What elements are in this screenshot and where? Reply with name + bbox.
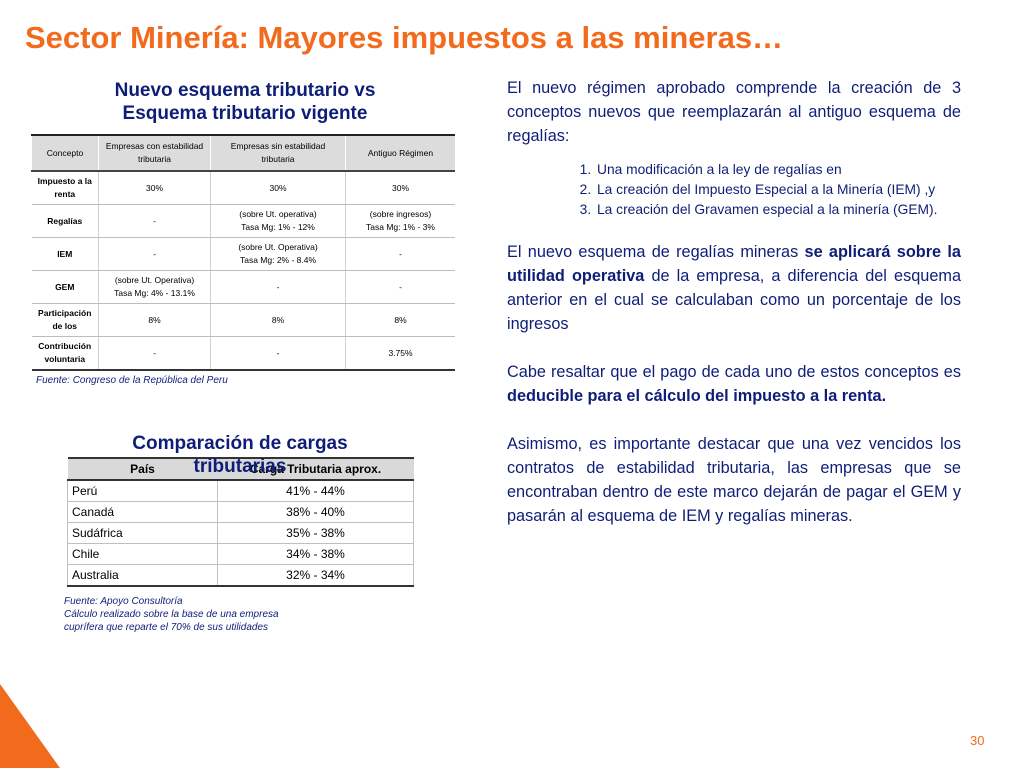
concept-item-3: 3. La creación del Gravamen especial a la minería (GEM). bbox=[595, 200, 961, 220]
table1-cell bbox=[99, 205, 211, 238]
table1-cell bbox=[211, 205, 346, 238]
p2-bold: se aplicará sobre la utilidad operativa bbox=[507, 243, 961, 285]
table2-source-line2: Cálculo realizado sobre la base de una empresa bbox=[64, 609, 279, 620]
body-text bbox=[507, 76, 961, 528]
table2-row bbox=[68, 502, 414, 523]
table2-value: 34% - 38% bbox=[218, 544, 414, 565]
table1-cell-line: 30% bbox=[269, 182, 287, 193]
table1-cell-line: 8% bbox=[148, 314, 161, 325]
table1-cell-line: - bbox=[276, 281, 280, 292]
table1-cell-line: - bbox=[153, 215, 156, 226]
page-number: 30 bbox=[970, 733, 985, 748]
table1-header-sin-estabilidad: Empresas sin estabilidad tributaria bbox=[211, 135, 346, 171]
table2-title-line1: Comparación de cargas bbox=[132, 433, 348, 454]
stability-paragraph: Asimismo, es importante destacar que una vez vencidos los contratos de estabilidad tributaria, las empresas que se encontraban dentro de este marco dejarán de pagar el GEM y pasarán al esquema de IEM y regalías mineras. bbox=[507, 435, 961, 525]
table1-row-label: GEM bbox=[32, 271, 99, 304]
table1-cell-line: - bbox=[399, 281, 402, 292]
table2-value: 41% - 44% bbox=[218, 480, 414, 502]
table1-cell-line: - bbox=[399, 248, 402, 259]
table2-row bbox=[68, 480, 414, 502]
table1-row-label: Regalías bbox=[32, 205, 99, 238]
table1-cell bbox=[346, 238, 456, 271]
concept-item-1: 1. Una modificación a la ley de regalías en bbox=[595, 160, 961, 180]
table1-cell-line: Tasa Mg: 1% - 12% bbox=[241, 222, 315, 232]
table1-header-antiguo-regimen: Antiguo Régimen bbox=[346, 135, 456, 171]
table1-row-label: Contribución voluntaria bbox=[32, 337, 99, 371]
table1-row bbox=[32, 304, 456, 337]
table1-cell bbox=[99, 337, 211, 371]
table1-cell-line: (sobre ingresos) bbox=[369, 209, 432, 219]
table2-country: Canadá bbox=[68, 502, 218, 523]
table1-cell-line: 30% bbox=[391, 182, 409, 193]
table1-title-line2: Esquema tributario vigente bbox=[122, 103, 368, 124]
p3-text-a: Cabe resaltar que el pago de cada uno de estos conceptos es bbox=[507, 363, 961, 381]
table1-header-row bbox=[32, 135, 456, 171]
table2-source-line1: Fuente: Apoyo Consultoría bbox=[64, 596, 183, 607]
table1-cell bbox=[346, 337, 456, 371]
table1-cell bbox=[346, 304, 456, 337]
table1-row-label: Impuesto a la renta bbox=[32, 171, 99, 205]
concepts-list bbox=[507, 160, 961, 220]
table1-cell-line: (sobre Ut. Operativa) bbox=[238, 242, 318, 252]
table2-country: Australia bbox=[68, 565, 218, 587]
table1-cell bbox=[211, 238, 346, 271]
table1-cell bbox=[211, 304, 346, 337]
table2-value: 32% - 34% bbox=[218, 565, 414, 587]
table1-header-concepto: Concepto bbox=[32, 135, 99, 171]
table1-cell-line: (sobre Ut. Operativa) bbox=[114, 275, 195, 285]
table1-header-con-estabilidad: Empresas con estabilidad tributaria bbox=[99, 135, 211, 171]
table1-row bbox=[32, 171, 456, 205]
table1-cell-line: - bbox=[276, 347, 280, 358]
table1-cell-line: (sobre Ut. operativa) bbox=[239, 209, 317, 219]
intro-paragraph: El nuevo régimen aprobado comprende la creación de 3 conceptos nuevos que reemplazarán al antiguo esquema de regalías: bbox=[507, 79, 961, 145]
table1-title bbox=[40, 79, 450, 125]
table1-row bbox=[32, 337, 456, 371]
concept-item-2: 2. La creación del Impuesto Especial a la Minería (IEM) ,y bbox=[595, 180, 961, 200]
table1-cell-line: Tasa Mg: 2% - 8.4% bbox=[239, 255, 317, 265]
table2-header-pais: País bbox=[68, 458, 218, 480]
table2-header-carga: Carga Tributaria aprox. bbox=[218, 458, 414, 480]
table2-row bbox=[68, 523, 414, 544]
table1-row-label: IEM bbox=[32, 238, 99, 271]
p2-text-a: El nuevo esquema de regalías mineras bbox=[507, 243, 805, 261]
table1-cell-line: 8% bbox=[394, 314, 407, 325]
table2-country: Sudáfrica bbox=[68, 523, 218, 544]
table1-row bbox=[32, 271, 456, 304]
table1-row bbox=[32, 238, 456, 271]
table1-title-line1: Nuevo esquema tributario vs bbox=[114, 80, 376, 101]
table1-cell-line: - bbox=[153, 248, 156, 259]
table2-title-line2: tributarias bbox=[193, 456, 287, 477]
table2-title bbox=[70, 432, 410, 478]
table2-value: 35% - 38% bbox=[218, 523, 414, 544]
table1-source: Fuente: Congreso de la República del Peru bbox=[36, 375, 228, 386]
table1-cell bbox=[99, 171, 211, 205]
table2-country: Chile bbox=[68, 544, 218, 565]
tax-scheme-table bbox=[31, 134, 455, 371]
p2-text-c: de la empresa, a diferencia del esquema anterior en el cual se calculaban como un porcentaje de los ingresos bbox=[507, 267, 961, 333]
table1-row bbox=[32, 205, 456, 238]
p3-bold: deducible para el cálculo del impuesto a la renta. bbox=[507, 387, 887, 405]
table2-value: 38% - 40% bbox=[218, 502, 414, 523]
table2-row bbox=[68, 565, 414, 587]
table1-cell-line: - bbox=[153, 347, 156, 358]
table1-cell bbox=[211, 171, 346, 205]
table1-cell-line: 3.75% bbox=[388, 347, 413, 358]
table1-cell bbox=[99, 238, 211, 271]
table1-cell bbox=[211, 271, 346, 304]
table1-cell-line: Tasa Mg: 1% - 3% bbox=[366, 222, 435, 232]
corner-triangle-decoration bbox=[0, 684, 60, 768]
operating-profit-paragraph bbox=[507, 240, 961, 336]
table2-country: Perú bbox=[68, 480, 218, 502]
table2-source-line3: cuprífera que reparte el 70% de sus utilidades bbox=[64, 622, 269, 633]
table1-cell bbox=[211, 337, 346, 371]
table1-cell bbox=[99, 304, 211, 337]
table1-cell bbox=[346, 171, 456, 205]
table2-source bbox=[64, 595, 279, 634]
table1-cell bbox=[346, 271, 456, 304]
table1-cell-line: 8% bbox=[271, 314, 285, 325]
table1-cell-line: 30% bbox=[145, 182, 163, 193]
table1-cell bbox=[99, 271, 211, 304]
table1-cell bbox=[346, 205, 456, 238]
slide-title: Sector Minería: Mayores impuestos a las mineras… bbox=[25, 20, 784, 55]
table1-cell-line: Tasa Mg: 4% - 13.1% bbox=[114, 288, 195, 298]
table1-row-label: Participación de los bbox=[32, 304, 99, 337]
table2-row bbox=[68, 544, 414, 565]
deductible-paragraph bbox=[507, 360, 961, 408]
